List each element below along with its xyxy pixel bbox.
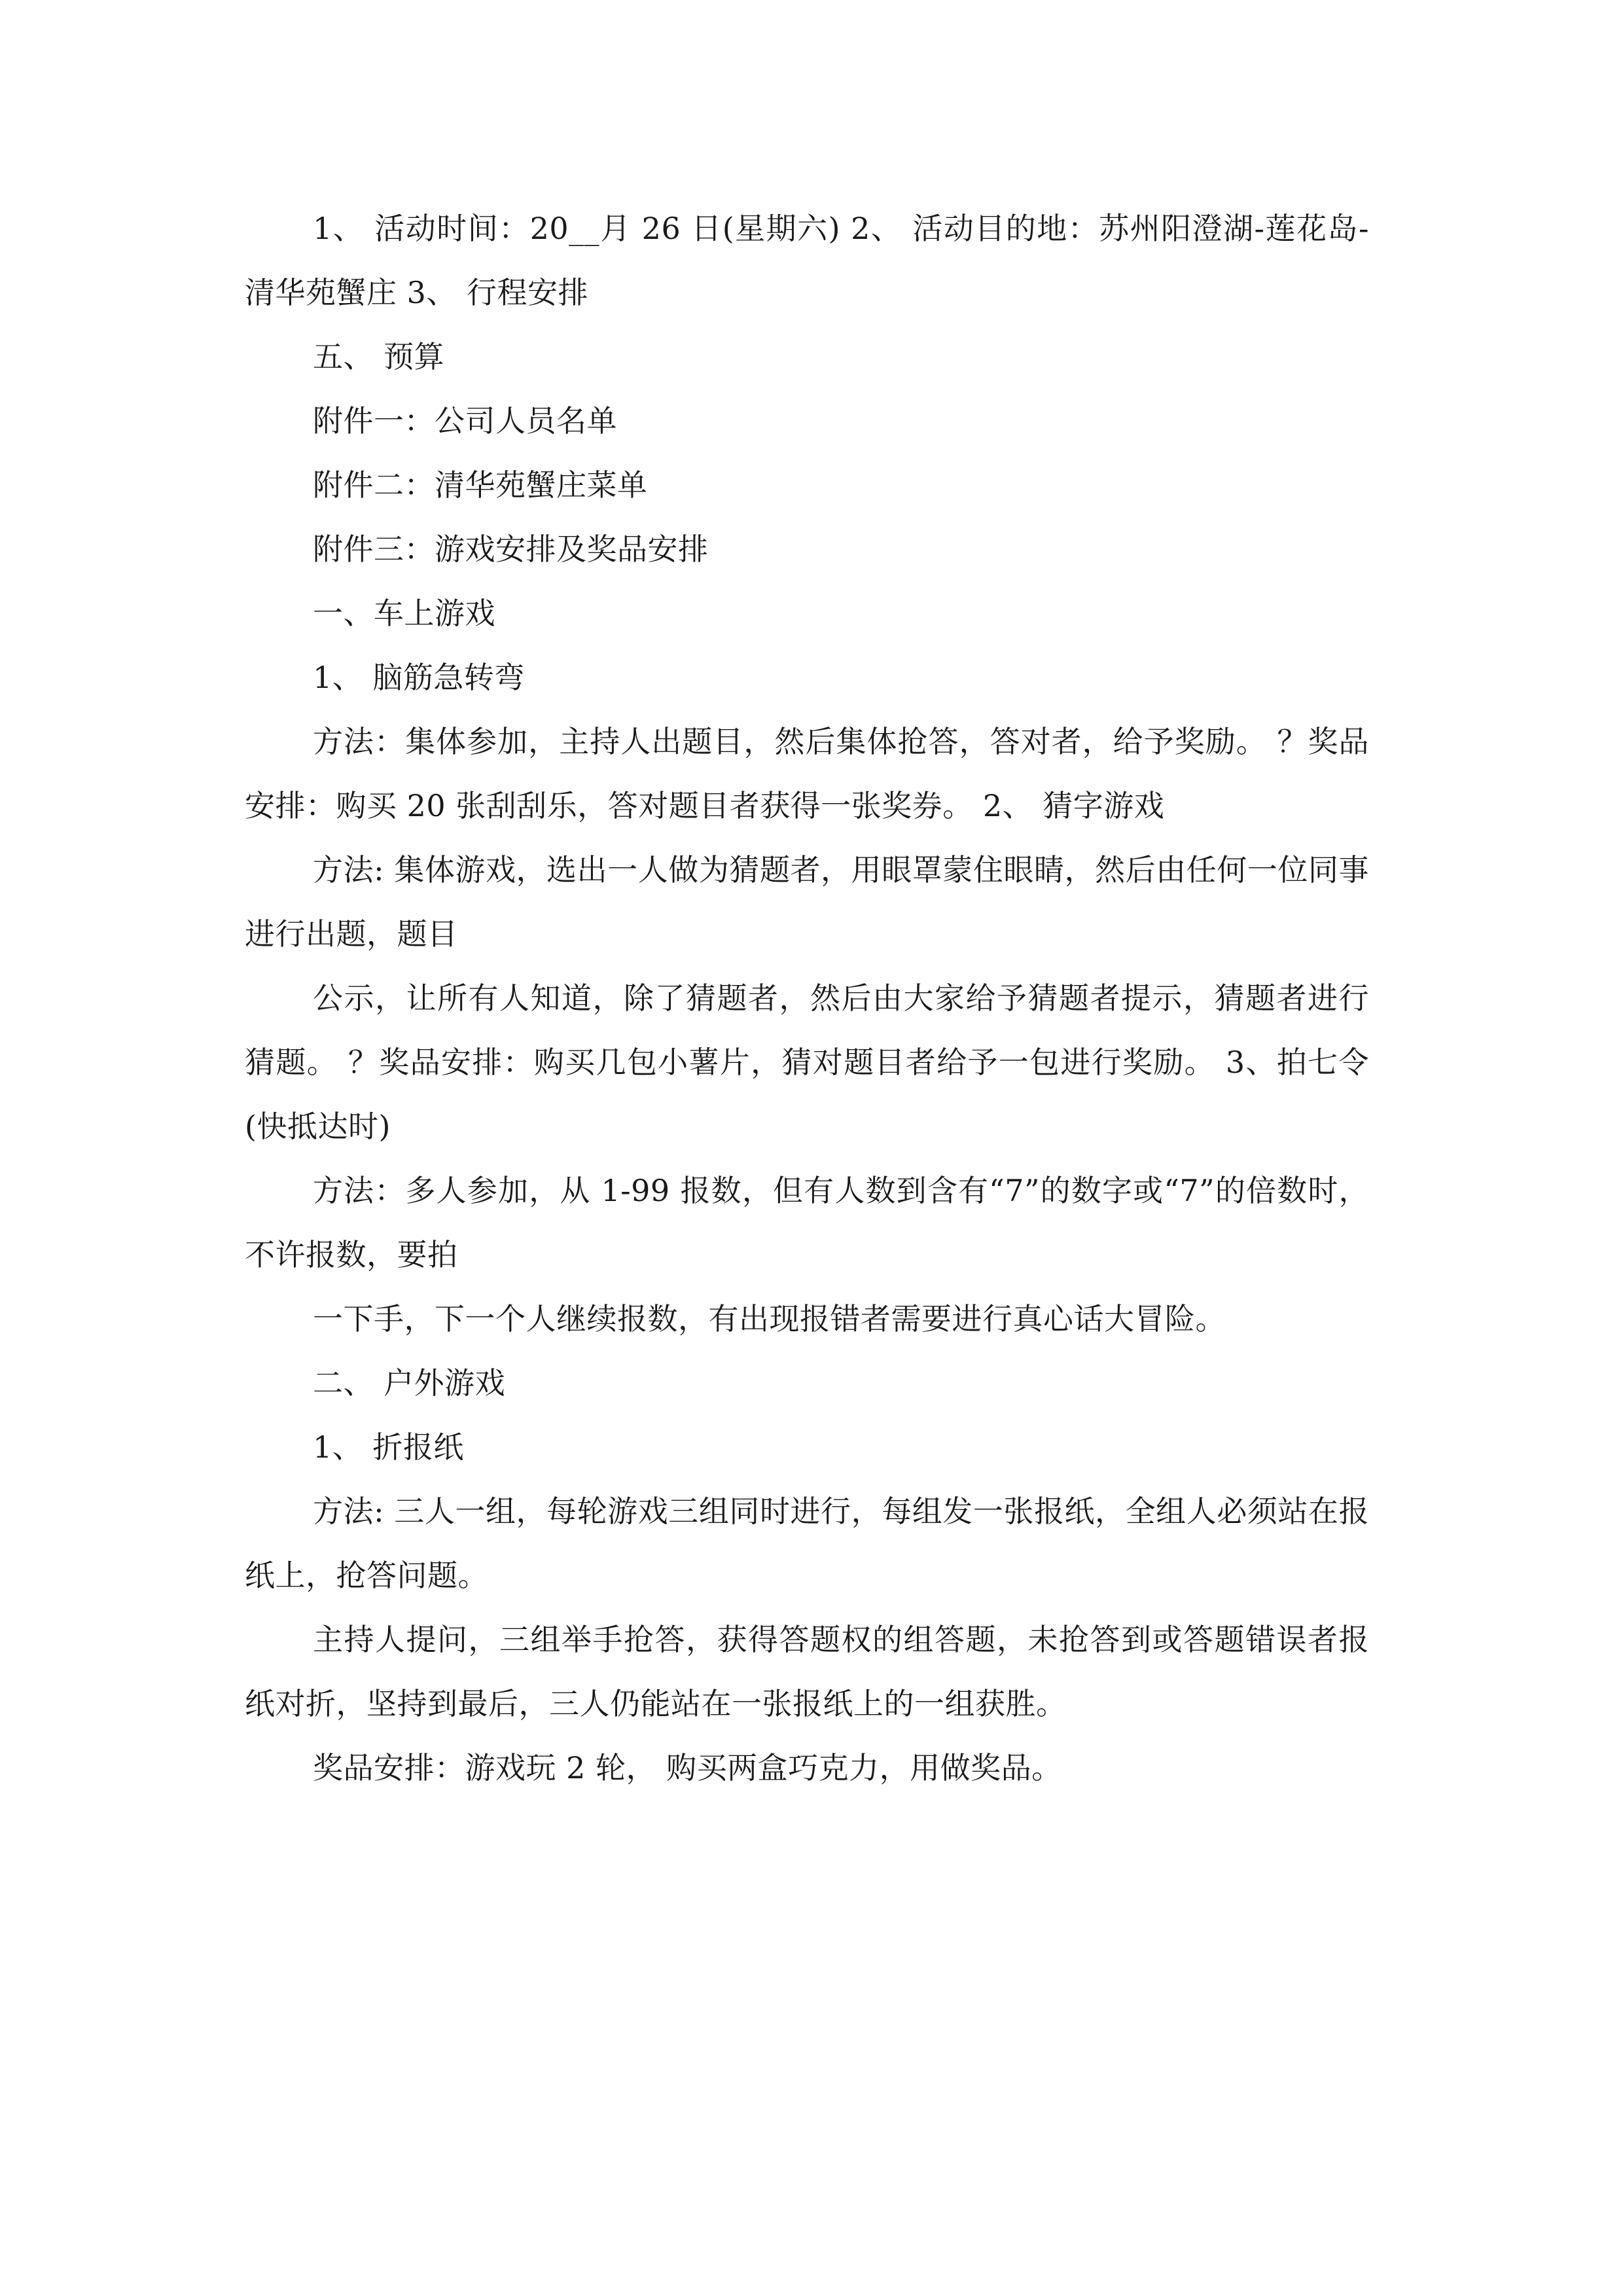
- paragraph-clap-seven-rules: 一下手，下一个人继续报数，有出现报错者需要进行真心话大冒险。: [313, 1301, 1226, 1336]
- paragraph-fold-newspaper-prize: 奖品安排：游戏玩 2 轮， 购买两盒巧克力，用做奖品。: [313, 1750, 1062, 1785]
- paragraph-clap-seven-method: 方法：多人参加，从 1-99 报数，但有人数到含有“7”的数字或“7”的倍数时，不许报数，要拍: [245, 1173, 1369, 1272]
- heading-outdoor-games: 二、 户外游戏: [313, 1365, 506, 1401]
- paragraph-attachment-2: 附件二：清华苑蟹庄菜单: [313, 467, 648, 503]
- paragraph-fold-newspaper-rules: 主持人提问，三组举手抢答，获得答题权的组答题，未抢答到或答题错误者报纸对折，坚持到最后，三人仍能站在一张报纸上的一组获胜。: [245, 1622, 1369, 1721]
- paragraph-budget: 五、 预算: [313, 339, 445, 374]
- paragraph-guess-word-method: 方法: 集体游戏，选出一人做为猜题者，用眼罩蒙住眼睛，然后由任何一位同事进行出题，题目: [245, 852, 1369, 952]
- paragraph-brain-teaser-method: 方法：集体参加，主持人出题目，然后集体抢答，答对者，给予奖励。 ？奖品安排：购买 20 张刮刮乐，答对题目者获得一张奖券。 2、 猜字游戏: [245, 724, 1369, 823]
- paragraph-fold-newspaper-method: 方法: 三人一组，每轮游戏三组同时进行，每组发一张报纸，全组人必须站在报纸上，抢答问题。: [245, 1494, 1369, 1593]
- heading-brain-teaser: 1、 脑筋急转弯: [313, 660, 525, 695]
- paragraph-guess-word-rules: 公示，让所有人知道，除了猜题者，然后由大家给予猜题者提示，猜题者进行猜题。 ？奖品安排：购买几包小薯片，猜对题目者给予一包进行奖励。 3、拍七令(快抵达时): [245, 980, 1369, 1144]
- document-body: [245, 196, 1369, 1800]
- heading-bus-games: 一、车上游戏: [313, 596, 495, 631]
- paragraph-event-info: 1、 活动时间：20__月 26 日(星期六) 2、 活动目的地：苏州阳澄湖-莲花岛-清华苑蟹庄 3、 行程安排: [245, 211, 1369, 310]
- heading-fold-newspaper: 1、 折报纸: [313, 1429, 464, 1465]
- paragraph-attachment-1: 附件一：公司人员名单: [313, 403, 617, 439]
- paragraph-attachment-3: 附件三：游戏安排及奖品安排: [313, 531, 709, 567]
